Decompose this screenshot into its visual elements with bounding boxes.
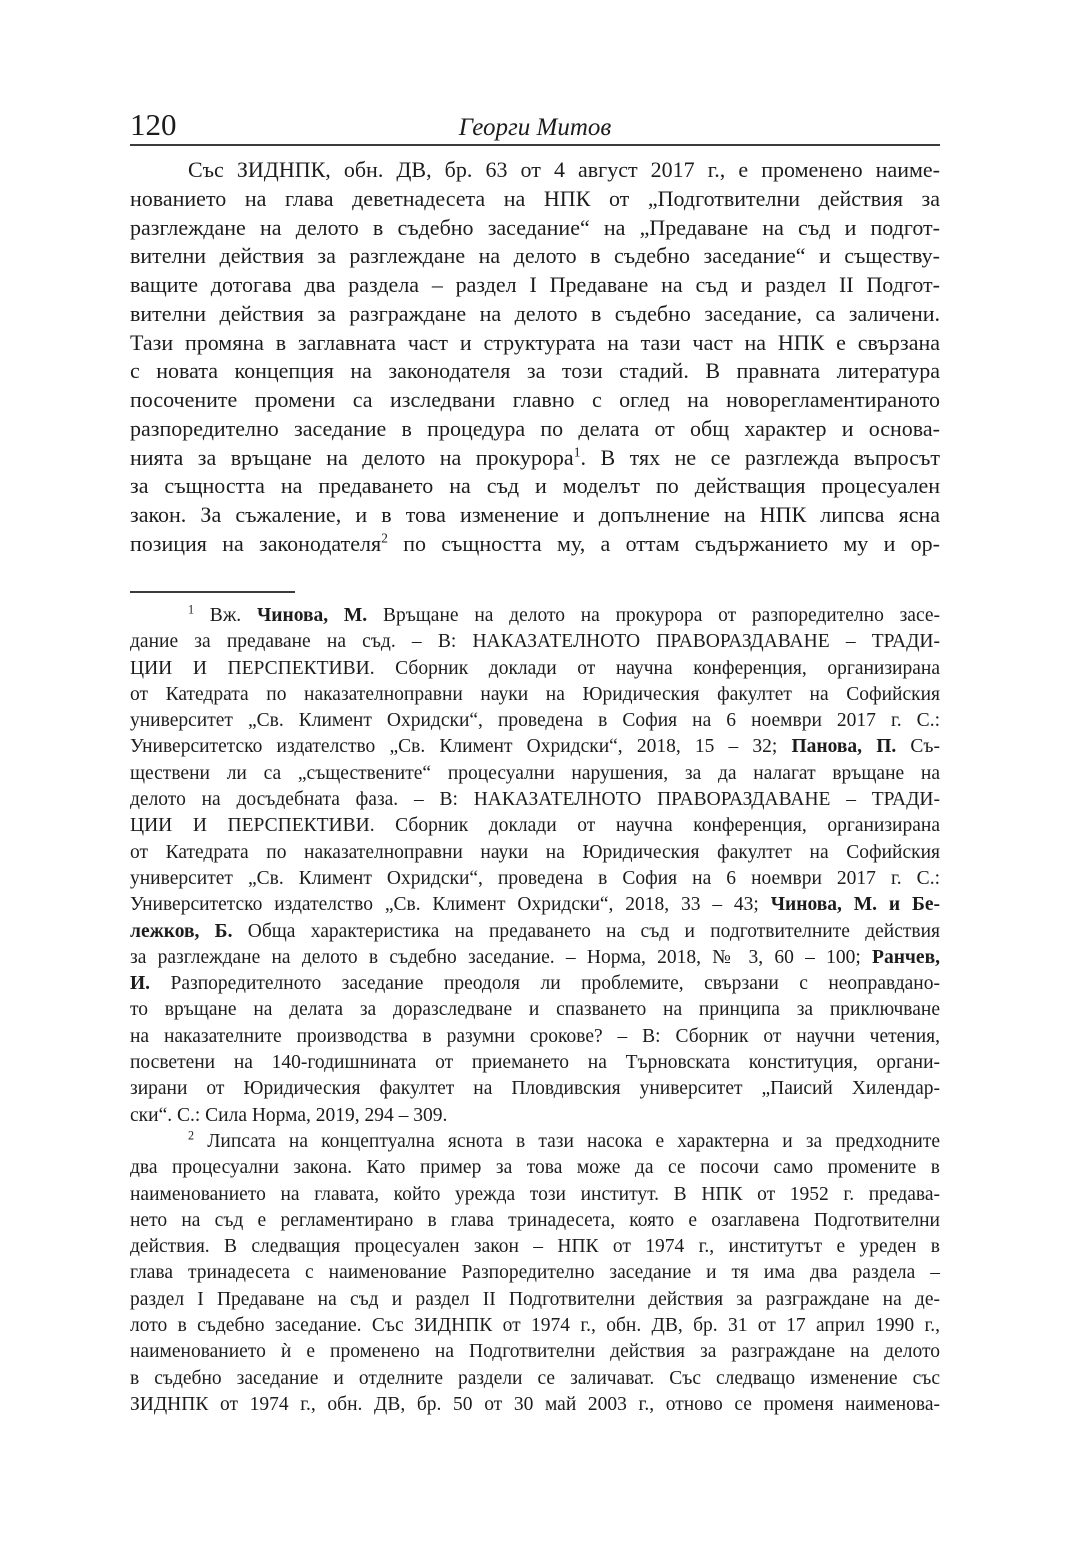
text-line: с новата концепция на законодателя за този стадий. В правната литература bbox=[130, 358, 940, 384]
text-line: два процесуални закона. Като пример за това може да се посочи само промените в bbox=[130, 1157, 940, 1179]
text-line: от Катедрата по наказателноправни науки на Юридическия факултет на Софийския bbox=[130, 683, 940, 705]
text-line: лежков, Б. Обща характеристика на предаването на съд и подготвителните действия bbox=[130, 920, 940, 942]
text-line: нованието на глава деветнадесета на НПК от „Подготвителни действия за bbox=[130, 185, 940, 211]
body-paragraph bbox=[130, 156, 940, 559]
text-line: разглеждане на делото в съдебно заседание“ на „Предаване на съд и подгот- bbox=[130, 214, 940, 240]
text-line: посочените промени са изследвани главно с оглед на новорегламентираното bbox=[130, 387, 940, 412]
text-line: то връщане на делата за доразследване и спазването на принципа за приключване bbox=[130, 999, 940, 1021]
footnote-marker: 1 bbox=[188, 602, 195, 617]
text-line: разпоредително заседание в процедура по делата от общ характер и основа- bbox=[130, 415, 940, 441]
text-line: зирани от Юридическия факултет на Пловдивския университет „Паисий Хилендар- bbox=[130, 1078, 940, 1100]
text-line: И. Разпоредителното заседание преодоля ли проблемите, свързани с неоправдано- bbox=[130, 973, 940, 995]
text-line: ЦИИ И ПЕРСПЕКТИВИ. Сборник доклади от научна конференция, организирана bbox=[130, 657, 940, 679]
text-line: глава тринадесета с наименование Разпоредително заседание и тя има два раздела – bbox=[130, 1262, 940, 1284]
text-line: от Катедрата по наказателноправни науки на Юридическия факултет на Софийския bbox=[130, 841, 940, 863]
text-line: наименованието на главата, който урежда този институт. В НПК от 1952 г. предава- bbox=[130, 1183, 940, 1205]
footnote-marker: 2 bbox=[188, 1128, 195, 1143]
text-line: Университетско издателство „Св. Климент Охридски“, 2018, 15 – 32; Панова, П. Съ- bbox=[130, 736, 941, 758]
text-line: раздел I Предаване на съд и раздел II Подготвителни действия за разграждане на де- bbox=[130, 1288, 940, 1310]
text-line: нето на съд е регламентирано в глава тринадесета, която е озаглавена Подготвителни bbox=[130, 1209, 940, 1231]
text-line: Тази промяна в заглавната част и структурата на тази част на НПК е свързана bbox=[130, 329, 940, 355]
text-line: делото на досъдебната фаза. – В: НАКАЗАТЕЛНОТО ПРАВОРАЗДАВАНЕ – ТРАДИ- bbox=[130, 789, 940, 811]
text-line: $^1$ Вж. Чинова, М. Връщане на делото на прокурора от разпоредително засе- bbox=[188, 602, 940, 626]
footnote-marker: 1 bbox=[573, 444, 581, 460]
text-line: позиция на законодателя$^2$ по същността му, а оттам съдържанието му и ор- bbox=[130, 530, 940, 556]
text-line: лото в съдебно заседание. Със ЗИДНПК от 1974 г., обн. ДВ, бр. 31 от 17 април 1990 г., bbox=[130, 1315, 940, 1337]
text-line: ващите дотогава два раздела – раздел I Предаване на съд и раздел II Подгот- bbox=[130, 272, 940, 297]
text-line: ществени ли са „съществените“ процесуални нарушения, за да налагат връщане на bbox=[130, 762, 940, 784]
text-line: за разглеждане на делото в съдебно заседание. – Норма, 2018, № 3, 60 – 100; Ранчев, bbox=[130, 946, 940, 968]
text-line: ЗИДНПК от 1974 г., обн. ДВ, бр. 50 от 30 май 2003 г., отново се променя наименова- bbox=[130, 1393, 940, 1415]
text-line: наименованието ѝ е променено на Подготвителни действия за разграждане на делото bbox=[130, 1341, 940, 1363]
text-line: в съдебно заседание и отделните раздели се заличават. Със следващо изменение със bbox=[130, 1367, 940, 1389]
footnote-separator-rule bbox=[130, 591, 295, 593]
text-line: действия. В следващия процесуален закон – НПК от 1974 г., институтът е уреден в bbox=[130, 1236, 940, 1258]
text-line: посветени на 140-годишнината от приемането на Търновската конституция, органи- bbox=[130, 1052, 940, 1074]
text-line: вителни действия за разглеждане на делото в съдебно заседание“ и съществу- bbox=[130, 243, 940, 269]
footnote-2 bbox=[130, 1129, 940, 1418]
header-rule bbox=[130, 144, 940, 146]
text-line: университет „Св. Климент Охридски“, проведена в София на 6 ноември 2017 г. С.: bbox=[130, 867, 940, 889]
text-line: ЦИИ И ПЕРСПЕКТИВИ. Сборник доклади от научна конференция, организирана bbox=[130, 815, 940, 837]
page-number: 120 bbox=[130, 107, 177, 142]
footnote-marker: 2 bbox=[381, 530, 388, 546]
footnotes-section bbox=[130, 603, 940, 1418]
text-line: закон. За съжаление, и в това изменение и допълнение на НПК липсва ясна bbox=[130, 502, 940, 527]
text-line: нията за връщане на делото на прокурора$^1$. В тях не се разглежда въпросът bbox=[130, 444, 940, 470]
text-line: университет „Св. Климент Охридски“, проведена в София на 6 ноември 2017 г. С.: bbox=[130, 710, 940, 732]
text-line: $^2$ Липсата на концептуална яснота в тази насока е характерна и за предходните bbox=[188, 1128, 940, 1152]
running-head-author: Георги Митов bbox=[458, 114, 612, 141]
text-line: на наказателните производства в разумни срокове? – В: Сборник от научни четения, bbox=[130, 1025, 940, 1047]
text-line: вителни действия за разграждане на делото в съдебно заседание, са заличени. bbox=[130, 300, 940, 326]
text-line: дание за предаване на съд. – В: НАКАЗАТЕЛНОТО ПРАВОРАЗДАВАНЕ – ТРАДИ- bbox=[130, 631, 940, 653]
footnote-1 bbox=[130, 603, 940, 1129]
text-line: ски“. С.: Сила Норма, 2019, 294 – 309. bbox=[130, 1104, 448, 1126]
text-line: Университетско издателство „Св. Климент Охридски“, 2018, 33 – 43; Чинова, М. и Бе- bbox=[130, 894, 940, 916]
text-line: за същността на предаването на съд и моделът по действащия процесуален bbox=[130, 473, 940, 499]
text-line: Със ЗИДНПК, обн. ДВ, бр. 63 от 4 август 2017 г., е променено наиме- bbox=[188, 157, 940, 182]
